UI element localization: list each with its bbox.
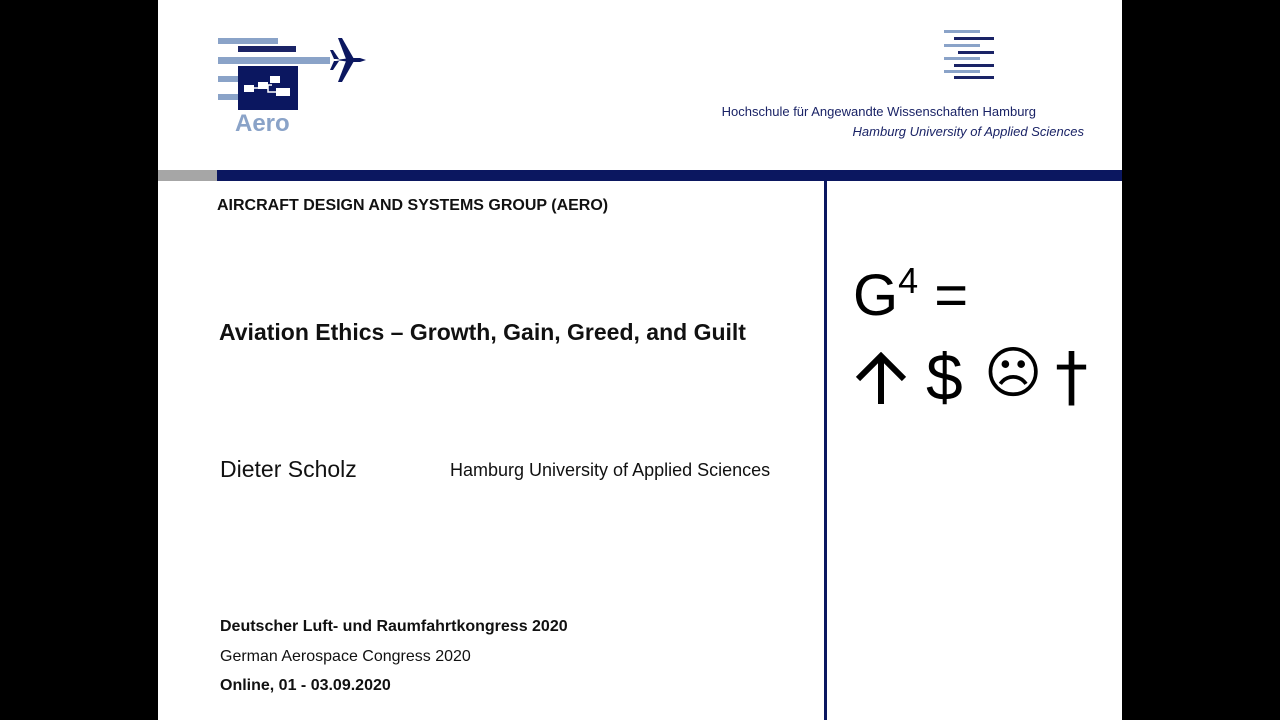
haw-logo (944, 30, 998, 82)
haw-stripes-icon (944, 30, 998, 82)
university-name-de: Hochschule für Angewandte Wissenschaften Hamburg (721, 104, 1036, 119)
aero-logo (218, 30, 388, 140)
formula-base: G (853, 263, 899, 328)
vertical-divider (824, 181, 827, 720)
formula-exponent: 4 (898, 260, 919, 301)
author-affiliation: Hamburg University of Applied Sciences (450, 460, 771, 480)
conference-name-en: German Aerospace Congress 2020 (220, 648, 471, 665)
aero-logo-text: Aero (235, 110, 290, 137)
header-divider-navy (217, 170, 1122, 181)
slide (158, 0, 1122, 720)
formula-g4 (853, 260, 969, 328)
dagger-icon: † (1055, 338, 1088, 415)
author-name: Dieter Scholz (220, 456, 357, 482)
talk-title: Aviation Ethics – Growth, Gain, Greed, and Guilt (219, 319, 746, 345)
up-arrow-icon (855, 352, 907, 410)
header-divider-gray (158, 170, 217, 181)
formula-equals: = (934, 263, 969, 328)
sad-face-icon: ☹ (984, 341, 1043, 406)
university-name-en: Hamburg University of Applied Sciences (852, 124, 1084, 139)
conference-date: Online, 01 - 03.09.2020 (220, 677, 391, 694)
airplane-logo-icon (218, 30, 388, 110)
dollar-symbol: $ (926, 340, 963, 414)
group-title: AIRCRAFT DESIGN AND SYSTEMS GROUP (AERO) (217, 197, 609, 214)
conference-name-de: Deutscher Luft- und Raumfahrtkongress 2020 (220, 618, 568, 635)
